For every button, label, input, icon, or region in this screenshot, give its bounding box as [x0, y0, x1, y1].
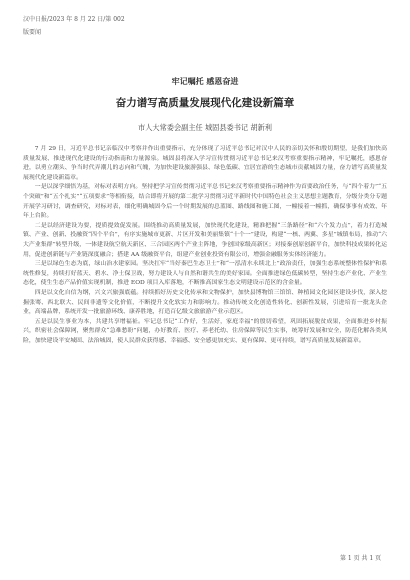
publication-info: 汉中日报/2023 年 8 月 22 日/第 002 [23, 16, 125, 23]
paragraph-1: 7 月 29 日，习近平总书记亲临汉中考察并作出重要指示，充分体现了习近平总书记对汉中人民的亲切关怀和殷切期望，是我们加快高质量发展、推进现代化建设的行动指南和力量源泉。城固县将深入学习宣传贯彻习近平总书记来汉考察重要指示精神，牢记嘱托，感恩奋进，以勇立潮头、争当时代弄潮儿的志向和气魄，为加快建设旅游强县、绿色低碳、宜居宜游的生态城市贡献城固力量，奋力谱写高质量发展现代化建设新篇章。 [23, 146, 387, 181]
paragraph-6: 五是以民生事业为本，共建共享增福祉。牢记总书记“工作好，生活好，家庭幸福”的殷切希望，巩固拓展脱贫成果，全面推进乡村振兴，织密社会保障网，聚焦群众“急难愁盼”问题，办好教育、医疗、养老托幼、住房保障等民生实事，统筹好发展和安全，防范化解各类风险，加快建设平安城固、法治城固，使人民群众获得感、幸福感、安全感更加充实、更有保障、更可持续，谱写高质量发展新篇章。 [23, 318, 387, 344]
paragraph-3: 二是以经济建设为要，提质提效促发展。围绕推动高质量发展，加快现代化建设，精准把握“三条路径”和“六个发力点”，着力打造城镇、产业、创新、投融资“四个平台”，有序实施城市更新、片区开发和美丽集镇“十个一”建设，构建“一核、两翼、多星”城镇布局，推动“六大产业集群”转型升级，一体建设航空航天新区、三合园区两个产业主阵地，争创国家级高新区；对接秦创原创新平台，加快科技成果转化运用，促进创新链与产业链深度融合；搭建 AA 级融资平台，组建产业创业投资有限公司，增强金融服务实体经济能力。 [23, 222, 387, 258]
paragraph-4: 三是以绿色生态为底，绿山治水建家园。坚决扛牢“当好秦巴生态卫士”和“一泓清水永续北上”政治责任，加强生态系统整体性保护和系统性修复，持续打好蓝天、碧水、净土保卫战，努力建设人与自然和谐共生的美好家园。全面推进绿色低碳转型，坚持生态产业化、产业生态化，使生生态产品价值实现机制，推进 EOD 项目入库落地，不断推高国家生态文明建设示范区的含金量。 [23, 261, 387, 287]
article-title: 奋力谱写高质量发展现代化建设新篇章 [115, 97, 295, 109]
article-author: 市人大常委会副主任 城固县委书记 胡新利 [138, 123, 272, 132]
section-info: 版要闻 [23, 29, 42, 36]
paragraph-5: 四是以文化自信为纲，兴文兴旅强底蕴。持续抓好历史文化传承和文物保护，加快县博物馆三馆馆、种植园文化园区建设步伐，深入挖掘张骞、西北联大、民间非遗等文化价值，不断提升文化软实力和影响力。推动传统文化创造性转化、创新性发展，引进培育一批龙头企业，高端品牌，系统开发一批旅游环线、康养胜地，打造百亿级文旅旅游产业示范区。 [23, 289, 387, 316]
article-kicker: 牢记嘱托 感恩奋进 [171, 77, 239, 86]
paragraph-2: 一是以深学细悟为基，对标对表明方向。坚持把学习宣传贯彻习近平总书记来汉考察重要指示精神作为首要政治任务，与“四个着力”“五个突破”和“五个扎实”“五项要求”等相衔接，结合即将开展的第二批学习贯彻习近平新时代中国特色社会主义思想主题教育，分级分类分专题开展学习研讨，调查研究，对标对表，细化明确城固今后一个时期发展的总蓝图、路线图和施工图，一幢接着一幢抓，确保事事有成效、年年上台阶。 [23, 184, 387, 220]
article-body [23, 145, 387, 346]
page-number: 第 1 页 共 1 页 [340, 555, 382, 562]
